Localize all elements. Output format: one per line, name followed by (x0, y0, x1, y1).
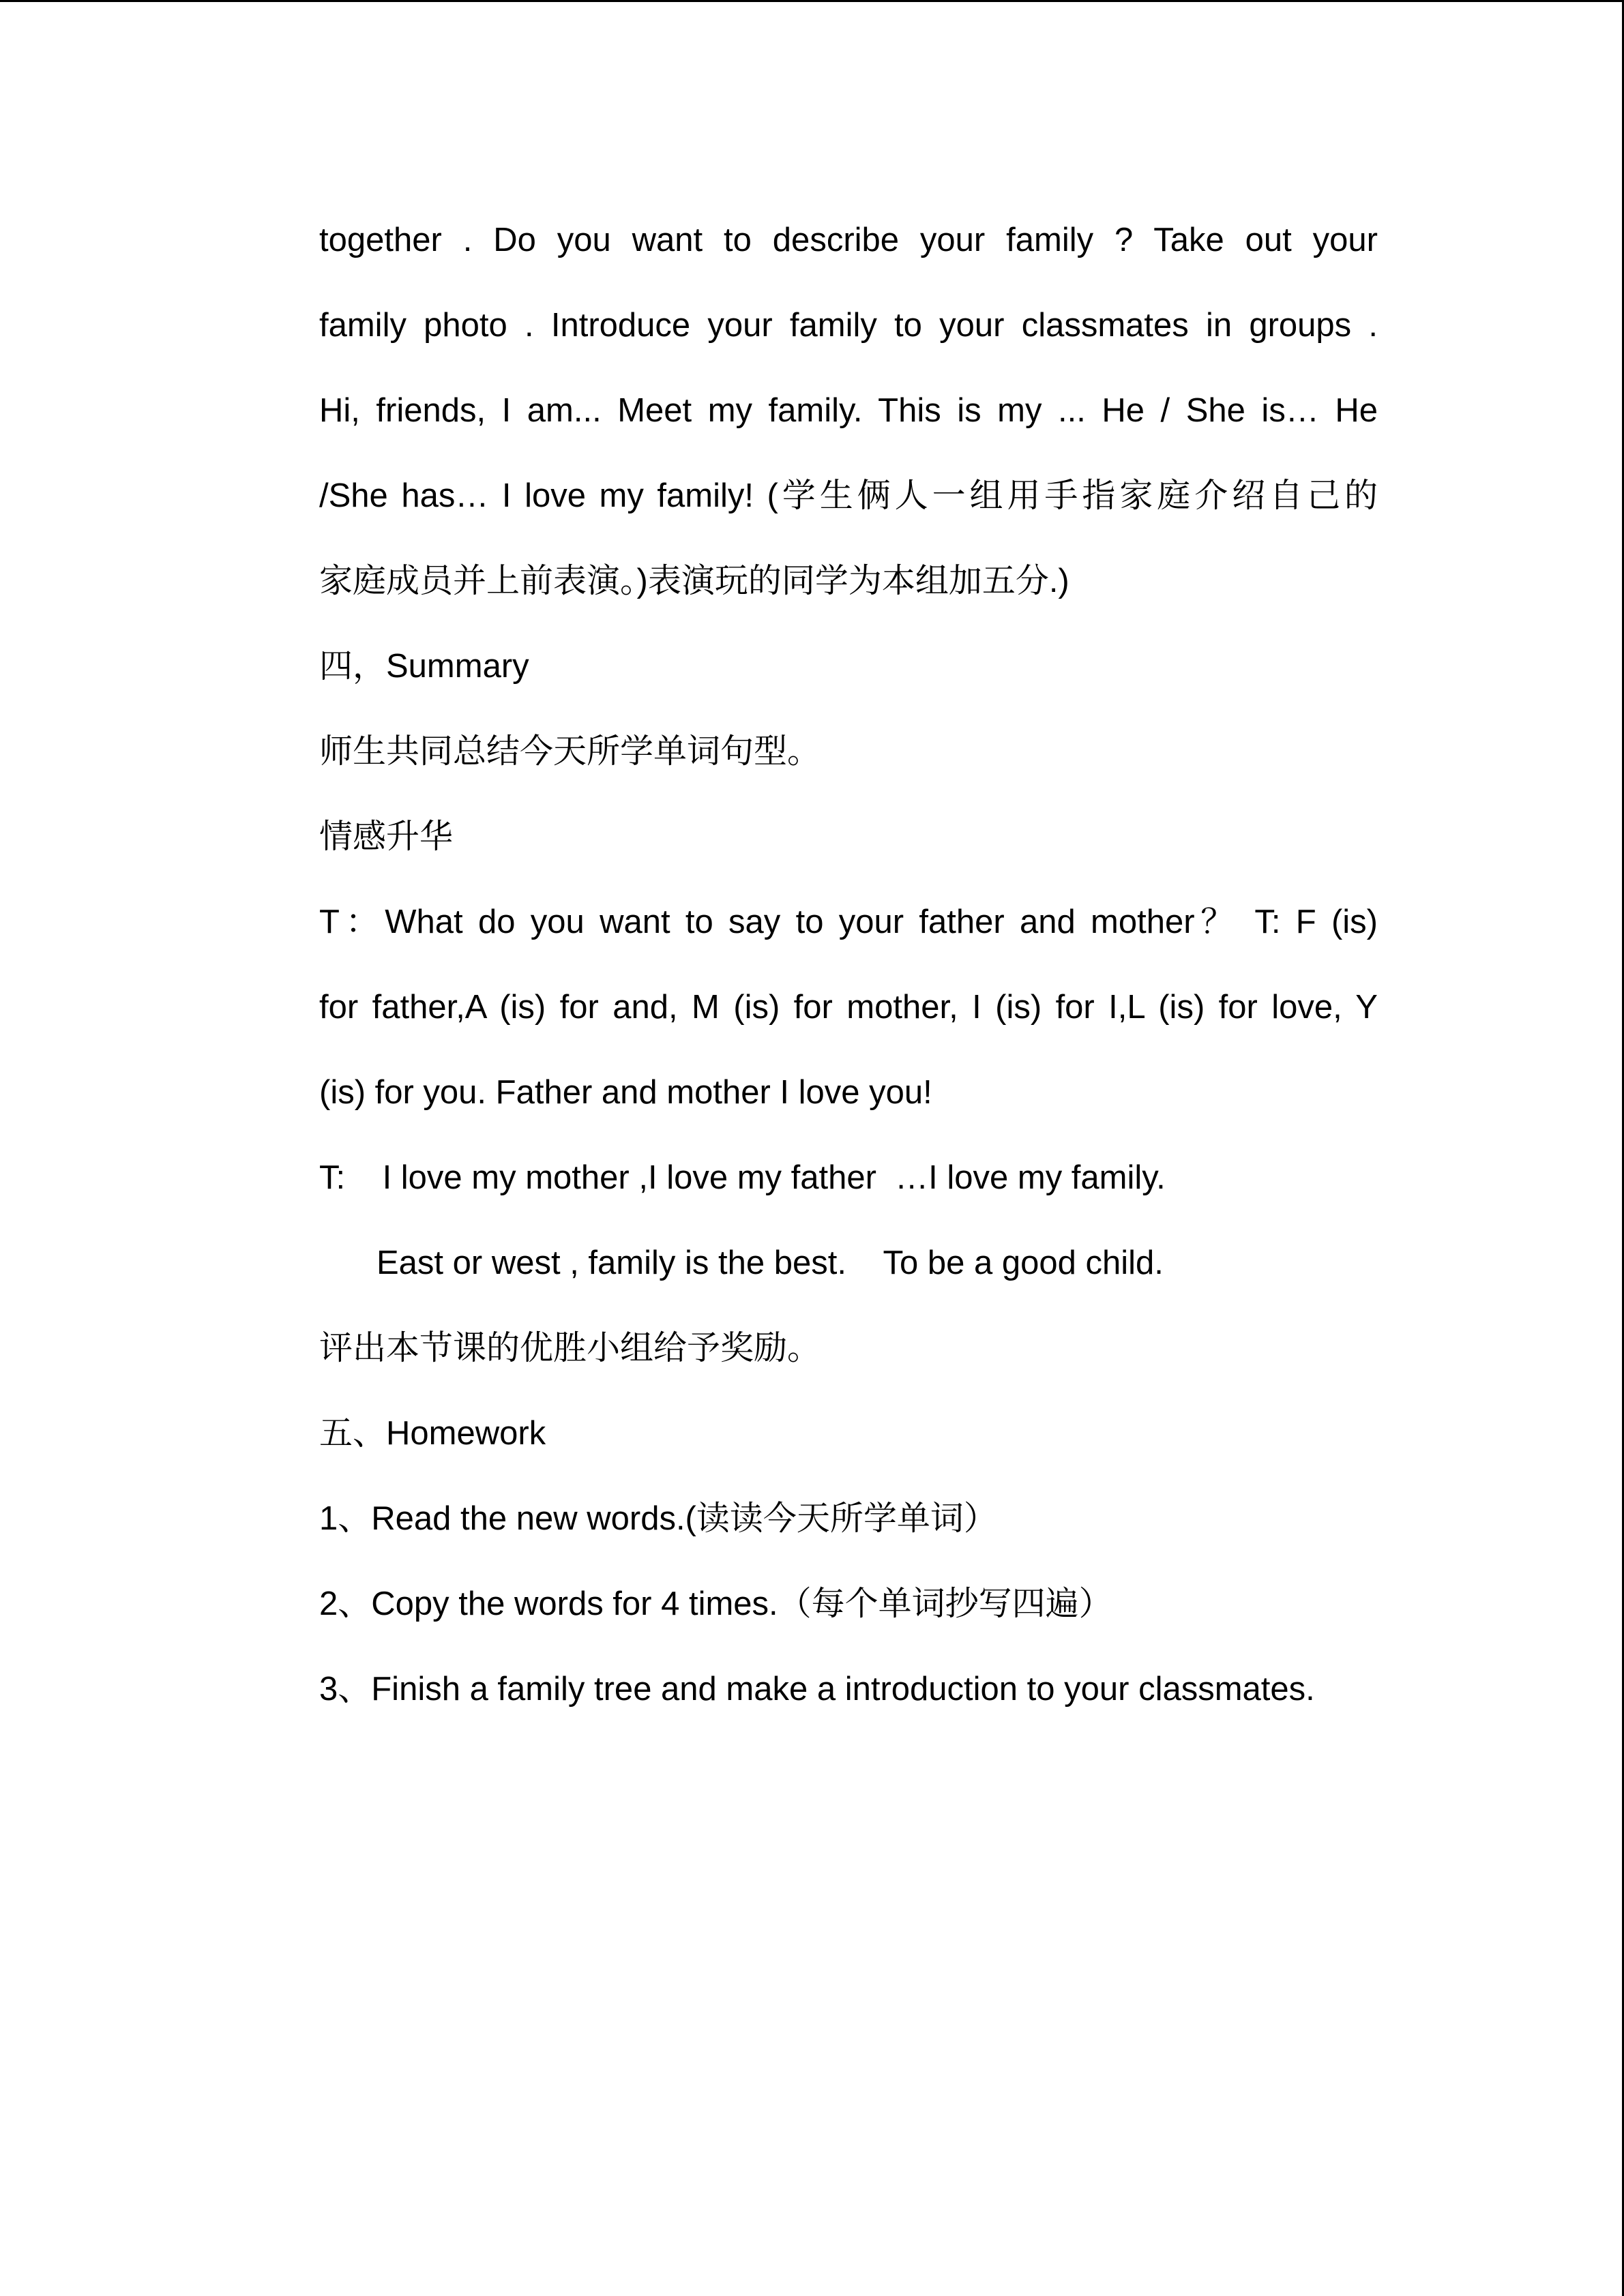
homework-item-3: 3、Finish a family tree and make a introduction to your classmates. (319, 1671, 1315, 1708)
summary-text: 师生共同总结今天所学单词句型。 (319, 733, 821, 770)
reward-text: 评出本节课的优胜小组给予奖励。 (319, 1330, 821, 1367)
homework-item-2: 2、Copy the words for 4 times.（每个单词抄写四遍） (319, 1585, 1112, 1622)
dialogue-line-2: for father,A (is) for and, M (is) for mother, I (is) for I,L (is) for love, Y (319, 989, 1378, 1026)
paragraph-line-2: family photo . Introduce your family to your classmates in groups . (319, 307, 1378, 344)
paragraph-line-5: 家庭成员并上前表演。)表演玩的同学为本组加五分.) (319, 563, 1069, 599)
dialogue-line-5: East or west , family is the best. To be a good child. (377, 1244, 1164, 1281)
paragraph-line-3: Hi, friends, I am... Meet my family. This is my ... He / She is… He (319, 392, 1378, 429)
page-border-top (0, 0, 1624, 2)
paragraph-line-4: /She has… I love my family! (学生俩人一组用手指家庭介绍自己的 (319, 477, 1378, 514)
homework-item-1: 1、Read the new words.(读读今天所学单词） (319, 1500, 997, 1537)
dialogue-line-4: T: I love my mother ,I love my father …I love my family. (319, 1159, 1166, 1196)
homework-heading: 五、Homework (319, 1415, 546, 1452)
dialogue-line-3: (is) for you. Father and mother I love you! (319, 1074, 932, 1111)
paragraph-line-1: together . Do you want to describe your family ? Take out your (319, 222, 1378, 258)
dialogue-line-1: T：What do you want to say to your father and mother？ T: F (is) (319, 904, 1378, 940)
summary-subheading: 情感升华 (319, 818, 454, 855)
summary-heading: 四，Summary (319, 648, 529, 685)
